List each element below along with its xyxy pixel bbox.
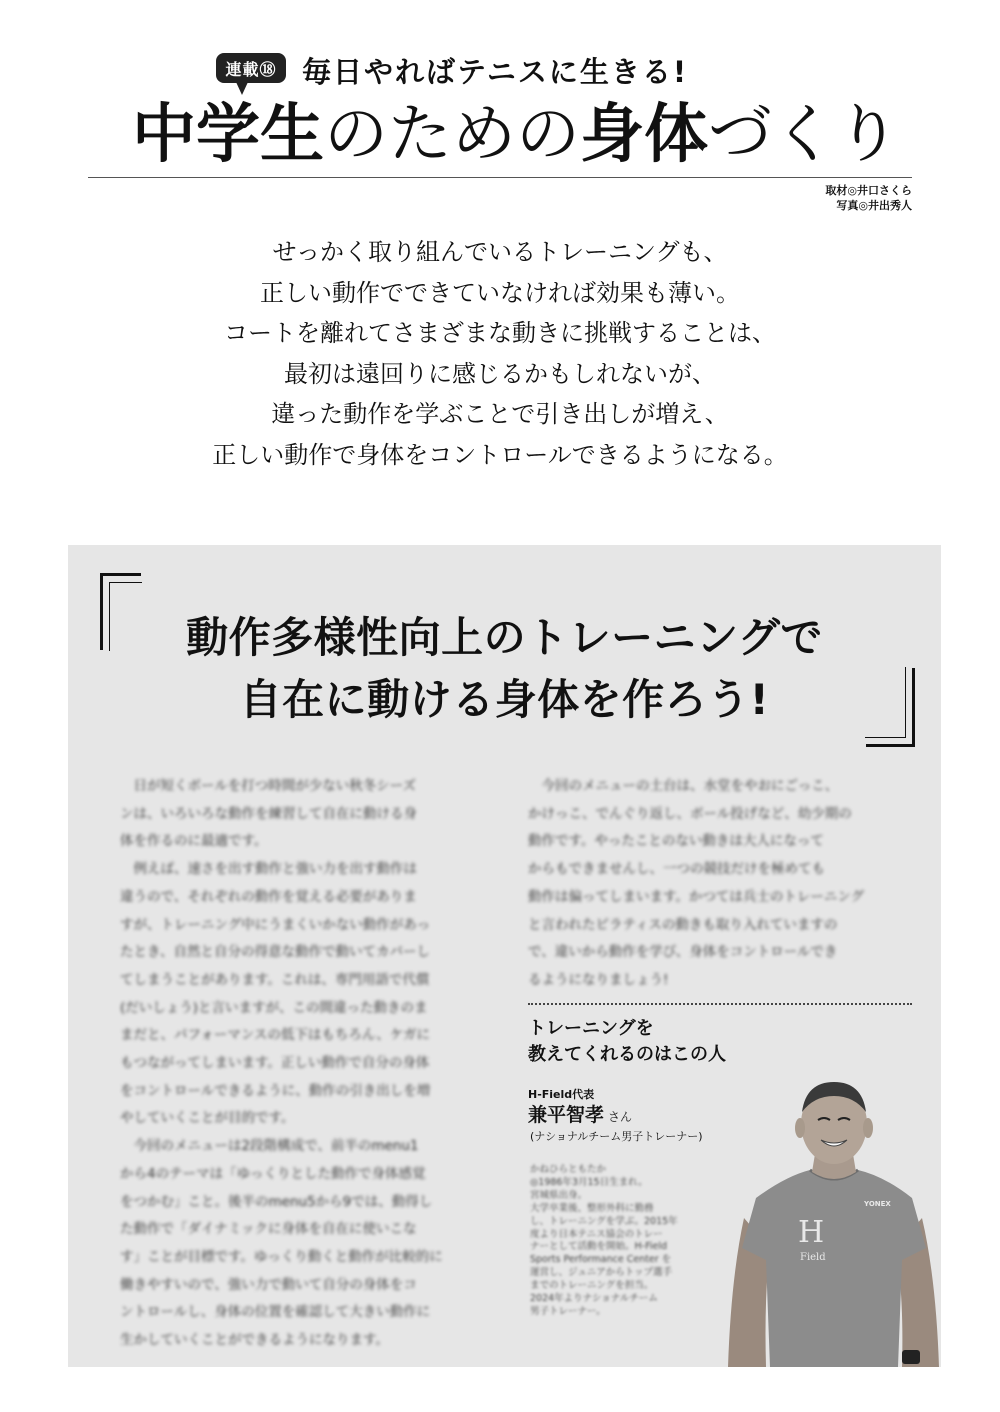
profile-line: 2024年よりナショナルチーム xyxy=(530,1293,658,1305)
profile-line: かねひらともたか xyxy=(530,1164,607,1175)
body-line: 動作です。やったことのない動きは大人になって xyxy=(528,833,824,850)
shirt-brand: YONEX xyxy=(864,1200,891,1208)
lead-line: 違った動作を学ぶことで引き出しが増え、 xyxy=(271,400,729,428)
lead-line: 最初は遠回りに感じるかもしれないが、 xyxy=(284,359,716,388)
body-line: をコントロールできるように、動作の引き出しを増 xyxy=(120,1082,431,1099)
profile-line: 男子トレーナー。 xyxy=(530,1305,606,1317)
body-line: た動作で「ダイナミックに身体を自在に使いこな xyxy=(120,1221,417,1238)
headline-line-2: 自在に動ける身体を作ろう! xyxy=(239,675,770,724)
body-line: 日が短くボールを打つ時間が少ない秋冬シーズ xyxy=(133,778,417,794)
trainer-heading-line: トレーニングを xyxy=(528,1018,654,1039)
body-line: るようになりましょう! xyxy=(528,971,669,988)
body-line: やしていくことが目的です。 xyxy=(120,1110,295,1127)
trainer-name: 兼平智孝 xyxy=(528,1104,605,1126)
body-line: と言われたピラティスの動きも取り入れていますの xyxy=(528,916,838,933)
headline-line-1: 動作多様性向上のトレーニングで xyxy=(186,613,823,662)
body-line: 違うので、それぞれの動作を覚える必要がありま xyxy=(120,888,417,905)
body-line: 生かしていくことができるようになります。 xyxy=(120,1332,389,1349)
shirt-text: Field xyxy=(800,1252,826,1263)
lead-line: コートを離れてさまざまな動きに挑戦することは、 xyxy=(224,319,776,347)
trainer-heading-line: 教えてくれるのはこの人 xyxy=(528,1044,726,1065)
body-line: 働きやすいので、強い力で動いて自分の身体をコ xyxy=(120,1276,417,1293)
body-line: ントロールし、身体の位置を確認して大きい動作に xyxy=(120,1304,431,1321)
profile-line: ◎1986年3月15日生まれ。 xyxy=(530,1176,648,1188)
body-line: から4のテーマは「ゆっくりとした動作で身体感覚 xyxy=(120,1165,426,1182)
lead-line: せっかく取り組んでいるトレーニングも、 xyxy=(272,238,728,266)
profile-line: 運営し、ジュニアからトップ選手 xyxy=(530,1267,673,1279)
body-line: 今回のメニューの土台は、水堂をやおにごっこ、 xyxy=(541,778,839,794)
series-subtitle: 毎日やればテニスに生きる! xyxy=(302,55,689,89)
profile-line: 大学卒業後、整形外科に勤務 xyxy=(530,1202,654,1214)
badge-tail xyxy=(236,82,248,95)
title-part-1: 中学生 xyxy=(132,98,324,172)
title-part-2: のための xyxy=(324,98,580,172)
title-part-3: 身体 xyxy=(580,98,708,172)
body-line: ンは、いろいろな動作を練習して自在に動ける身 xyxy=(120,805,417,822)
body-line: まだと、パフォーマンスの低下はもちろん、ケガに xyxy=(120,1027,430,1044)
body-line: 動作は偏ってしまいます。かつては兵士のトレーニング xyxy=(528,888,865,905)
body-left-column xyxy=(120,773,480,1355)
right-ear xyxy=(863,1118,873,1138)
left-ear xyxy=(795,1118,805,1138)
body-line: 例えば、速さを出す動作と強い力を出す動作は xyxy=(133,861,417,878)
name-suffix: さん xyxy=(608,1110,633,1124)
shirt-logo: H xyxy=(798,1215,825,1250)
body-line: もつながってしまいます。正しい動作で自分の身体 xyxy=(120,1055,430,1072)
trainer-profile xyxy=(530,1164,720,1319)
title-part-4: づくり xyxy=(708,98,900,172)
lead-paragraph xyxy=(0,232,1000,475)
profile-line: までのトレーニングを担当。 xyxy=(530,1280,654,1292)
body-line: 今回のメニューは2段階構成で、前半のmenu1 xyxy=(133,1138,419,1155)
trainer-title: (ナショナルチーム男子トレーナー) xyxy=(530,1130,703,1143)
credit-photographer: 写真◎井出秀人 xyxy=(836,199,912,212)
body-right-column xyxy=(528,773,912,995)
body-line: てしまうことがあります。これは、専門用語で代償 xyxy=(120,971,430,988)
title-divider xyxy=(88,177,912,178)
body-line: たとき、自然と自分の得意な動作で動いてカバーし xyxy=(120,944,430,961)
trainer-name-block xyxy=(528,1100,632,1127)
tshirt xyxy=(742,1170,926,1367)
credit-reporter: 取材◎井口さくら xyxy=(825,184,912,197)
section-divider xyxy=(528,1003,912,1005)
lead-line: 正しい動作でできていなければ効果も薄い。 xyxy=(260,278,740,307)
trainer-heading xyxy=(528,1016,726,1068)
body-line: をつかむ」こと。後半のmenu5から9では、動得し xyxy=(120,1193,433,1210)
trainer-role: H-Field代表 xyxy=(528,1088,595,1101)
body-line: 体を作るのに最適です。 xyxy=(120,833,268,850)
profile-line: し、トレーニングを学ぶ。2015年 xyxy=(530,1215,678,1227)
body-line: (だいしょう)と言いますが、この間違った動きのま xyxy=(120,999,428,1016)
profile-line: ナーとして活動を開始。H-Field xyxy=(530,1241,667,1253)
profile-line: 度より日本テニス協会のトレー xyxy=(530,1228,663,1240)
profile-line: Sports Performance Center を xyxy=(530,1254,672,1266)
body-line: すが、トレーニング中にうまくいかない動作があっ xyxy=(120,916,431,933)
body-line: かけっこ、でんぐり返し、ボール投げなど、幼少期の xyxy=(528,805,852,822)
series-badge: 連載⑱ xyxy=(216,53,286,83)
watch-icon xyxy=(902,1350,920,1364)
trainer-photo xyxy=(726,1078,941,1367)
lead-line: 正しい動作で身体をコントロールできるようになる。 xyxy=(212,440,788,469)
page-title xyxy=(132,96,900,174)
body-line: からもできませんし、一つの競技だけを極めても xyxy=(528,861,825,878)
body-line: で、違いから動作を学び、身体をコントロールでき xyxy=(528,944,838,961)
profile-line: 宮城県出身。 xyxy=(530,1189,588,1201)
body-line: す」ことが目標です。ゆっくり動くと動作が比較的に xyxy=(120,1248,443,1265)
